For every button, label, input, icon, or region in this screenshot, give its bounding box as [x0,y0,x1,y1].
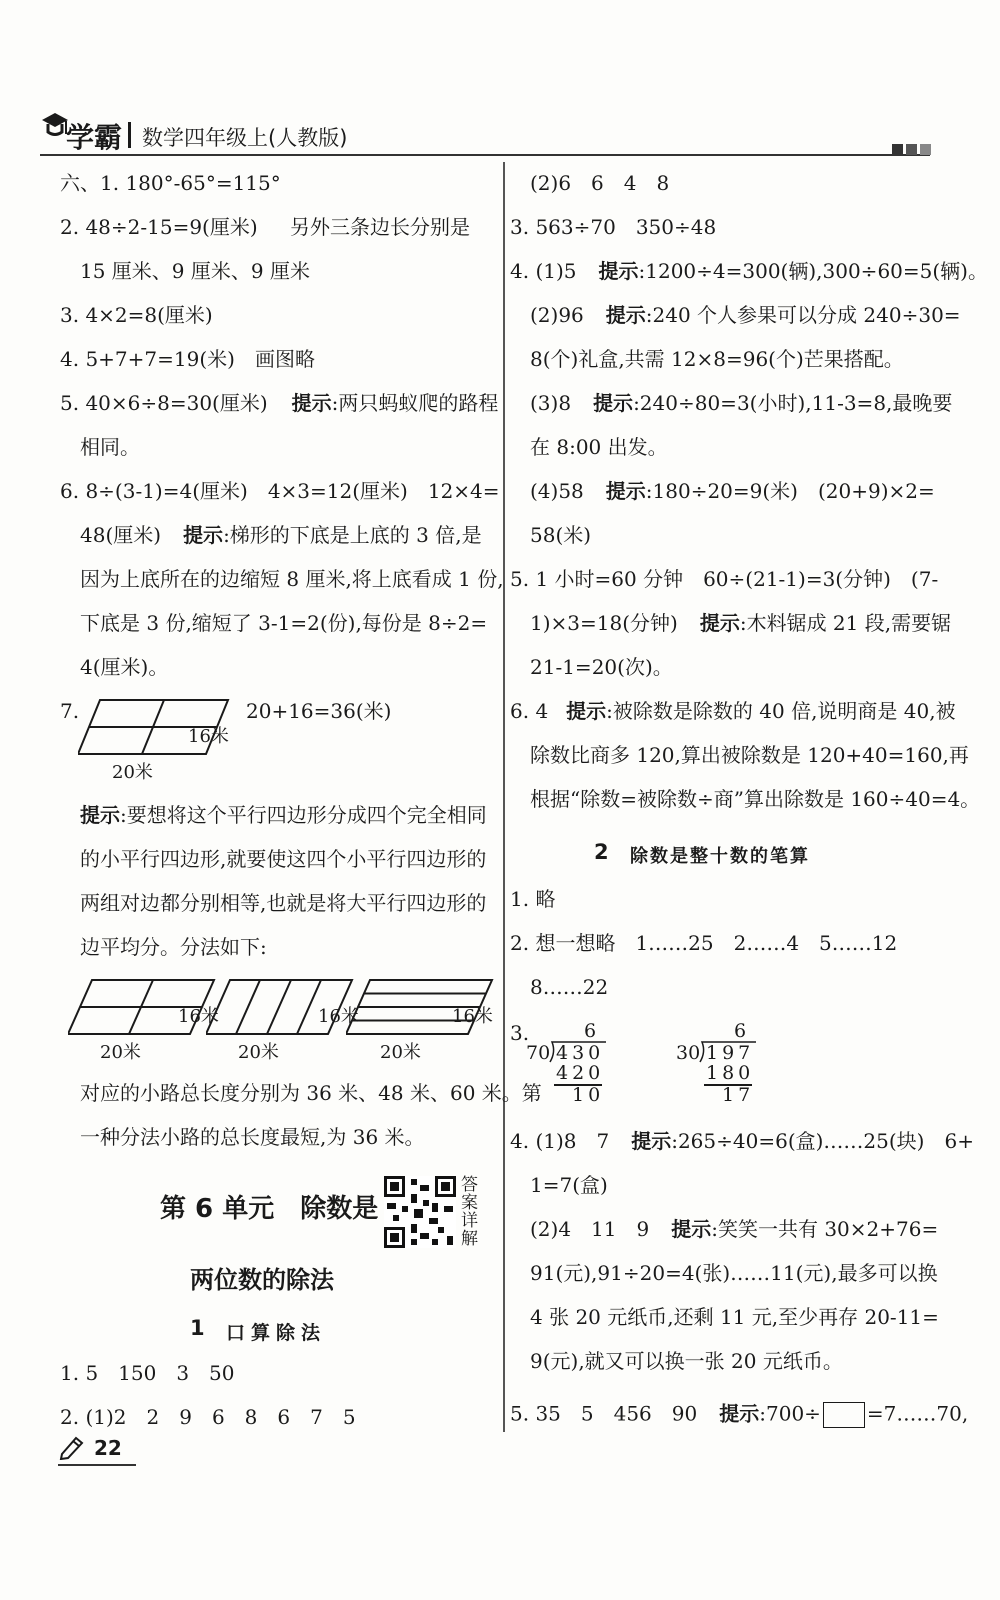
answer-text: (2)96 [530,303,584,327]
hint-label: 提示 [593,391,634,415]
hint-label: 提示 [631,1129,672,1153]
hint-text: :265÷40=6(盒)……25(块) 6+ [671,1129,974,1153]
hint-text: :被除数是除数的 40 倍,说明商是 40,被 [606,699,956,723]
left-line-8: 6. 8÷(3-1)=4(厘米) 4×3=12(厘米) 12×4= [60,479,500,503]
left-line-18: 一种分法小路的总长度最短,为 36 米。 [80,1125,425,1149]
right-line-4 [530,304,961,326]
pencil-icon [58,1434,86,1460]
right-line-11 [530,612,951,634]
hint-label: 提示 [605,303,646,327]
method-2-label-20m: 20米 [238,1042,279,1063]
section-2-title: 除数是整十数的笔算 [630,846,810,867]
left-line-20: 2. (1)2 2 9 6 8 6 7 5 [60,1405,356,1429]
answer-text: (2)4 11 9 [530,1217,650,1241]
right-line-7: 在 8:00 出发。 [530,435,668,459]
question-7-equation: 20+16=36(米) [246,699,392,723]
hint-label: 提示 [671,1217,712,1241]
answer-text: (3)8 [530,391,572,415]
left-line-9 [80,524,482,546]
right-line-9: 58(米) [530,523,592,547]
left-line-2b: 另外三条边长分别是 [290,215,470,239]
hint-text: :梯形的下底是上底的 3 倍,是 [223,523,482,547]
product: 420 [556,1062,605,1084]
answer-text: 1)×3=18(分钟) [530,611,678,635]
question-7-number: 7. [60,699,80,723]
left-line-6 [60,392,498,414]
qr-label: 答案详解 [461,1175,478,1249]
hint-label: 提示 [699,611,740,635]
right-line-5: 8(个)礼盒,共需 12×8=96(个)芒果搭配。 [530,347,904,371]
hint-text: :要想将这个平行四边形分成四个完全相同 [120,803,487,827]
left-line-15: 两组对边都分别相等,也就是将大平行四边形的 [80,891,487,915]
right-line-10: 5. 1 小时=60 分钟 60÷(21-1)=3(分钟) (7- [510,567,939,591]
right-line-1: (2)6 6 4 8 [530,171,670,195]
figure-label-20m: 20米 [112,762,153,783]
hint-label: 提示 [598,259,639,283]
product: 180 [706,1062,755,1084]
right-line-8 [530,480,935,502]
left-line-10: 因为上底所在的边缩短 8 厘米,将上底看成 1 份, [80,567,504,591]
left-line-7: 相同。 [80,435,140,459]
figure-label-16m: 16米 [188,726,229,747]
hint-text: :1200÷4=300(辆),300÷60=5(辆)。 [638,259,988,283]
method-1-label-16m: 16米 [178,1006,219,1027]
hint-text: :240÷80=3(小时),11-3=8,最晚要 [633,391,953,415]
hint-label: 提示 [80,803,120,827]
answer-text: 5. 35 5 456 90 [510,1401,698,1426]
right-line-2: 3. 563÷70 350÷48 [510,215,717,239]
section-2-number: 2 [594,840,609,864]
left-line-3: 15 厘米、9 厘米、9 厘米 [80,259,310,283]
right-line-18: 8……22 [530,975,609,999]
left-line-5: 4. 5+7+7=19(米) 画图略 [60,347,315,371]
answer-text: 4. (1)8 7 [510,1129,610,1153]
right-line-13 [510,700,956,722]
dividend: 197 [706,1042,755,1064]
right-line-20: 1=7(盒) [530,1173,608,1197]
left-line-11: 下底是 3 份,缩短了 3-1=2(份),每份是 8÷2= [80,611,488,635]
blank-box [823,1402,865,1428]
method-3-label-16m: 16米 [452,1006,493,1027]
unit-subtitle: 两位数的除法 [190,1266,334,1294]
answer-text: 5. 40×6÷8=30(厘米) [60,391,268,415]
method-1-label-20m: 20米 [100,1042,141,1063]
right-line-6 [530,392,952,414]
header-separator [128,122,131,148]
right-line-23: 4 张 20 元纸币,还剩 11 元,至少再存 20-11= [530,1305,939,1329]
left-line-12: 4(厘米)。 [80,655,169,679]
left-line-16: 边平均分。分法如下: [80,935,267,959]
left-line-17: 对应的小路总长度分别为 36 米、48 米、60 米。第 [80,1081,542,1105]
answer-text: 6. 4 [510,699,549,723]
logo-text: 学霸 [66,121,123,154]
hint-label: 提示 [183,523,224,547]
hint-text: :笑笑一共有 30×2+76= [711,1217,939,1241]
hint-label: 提示 [605,479,646,503]
left-line-4: 3. 4×2=8(厘米) [60,303,213,327]
right-line-16: 1. 略 [510,887,556,911]
left-line-14: 的小平行四边形,就要使这四个小平行四边形的 [80,847,487,871]
dividend: 430 [556,1042,605,1064]
answer-text: (4)58 [530,479,584,503]
right-line-12: 21-1=20(次)。 [530,655,673,679]
right-line-3 [510,260,988,282]
column-divider [503,162,505,1432]
section-1-number: 1 [190,1316,205,1340]
quotient: 6 [734,1020,747,1042]
method-3-label-20m: 20米 [380,1042,421,1063]
book-title: 数学四年级上(人教版) [142,126,348,150]
hint-text: :木料锯成 21 段,需要锯 [739,611,952,635]
hint-text: :240 个人参果可以分成 240÷30= [645,303,961,327]
unit-title: 第 6 单元 除数是 [160,1194,379,1224]
remainder: 17 [722,1084,755,1106]
left-line-1: 六、1. 180°-65°=115° [60,171,281,195]
question-3-number: 3. [510,1021,530,1045]
method-2-label-16m: 16米 [318,1006,359,1027]
answer-text: 4. (1)5 [510,259,577,283]
right-line-19 [510,1130,974,1152]
header-blocks [892,140,931,159]
right-line-24: 9(元),就又可以换一张 20 元纸币。 [530,1349,843,1373]
quotient: 6 [584,1020,597,1042]
left-line-13 [80,804,487,826]
long-division-1 [526,1020,606,1106]
left-line-2a: 2. 48÷2-15=9(厘米) [60,215,258,239]
hint-label: 提示 [291,391,332,415]
page-number: 22 [94,1436,122,1460]
hint-label: 提示 [719,1401,760,1426]
right-line-21 [530,1218,938,1240]
divisor: 70 [526,1042,551,1064]
right-line-15: 根据“除数=被除数÷商”算出除数是 160÷40=4。 [530,787,981,811]
hint-text: =7……70, [866,1401,969,1426]
right-line-22: 91(元),91÷20=4(张)……11(元),最多可以换 [530,1261,938,1285]
qr-code-icon [384,1176,456,1248]
hint-text: :700÷ [759,1401,821,1426]
right-line-25 [510,1402,968,1428]
hint-text: :180÷20=9(米) (20+9)×2= [645,479,935,503]
divisor: 30 [676,1042,701,1064]
right-line-17: 2. 想一想略 1……25 2……4 5……12 [510,931,898,955]
hint-text: :两只蚂蚁爬的路程 [331,391,499,415]
section-1-title: 口算除法 [226,1322,327,1344]
right-line-14: 除数比商多 120,算出被除数是 120+40=160,再 [530,743,969,767]
left-line-19: 1. 5 150 3 50 [60,1361,235,1385]
answer-text: 48(厘米) [80,523,162,547]
hint-label: 提示 [566,699,607,723]
remainder: 10 [572,1084,605,1106]
header-rule [40,154,930,156]
long-division-2 [676,1020,756,1106]
footer-rule [58,1464,136,1466]
